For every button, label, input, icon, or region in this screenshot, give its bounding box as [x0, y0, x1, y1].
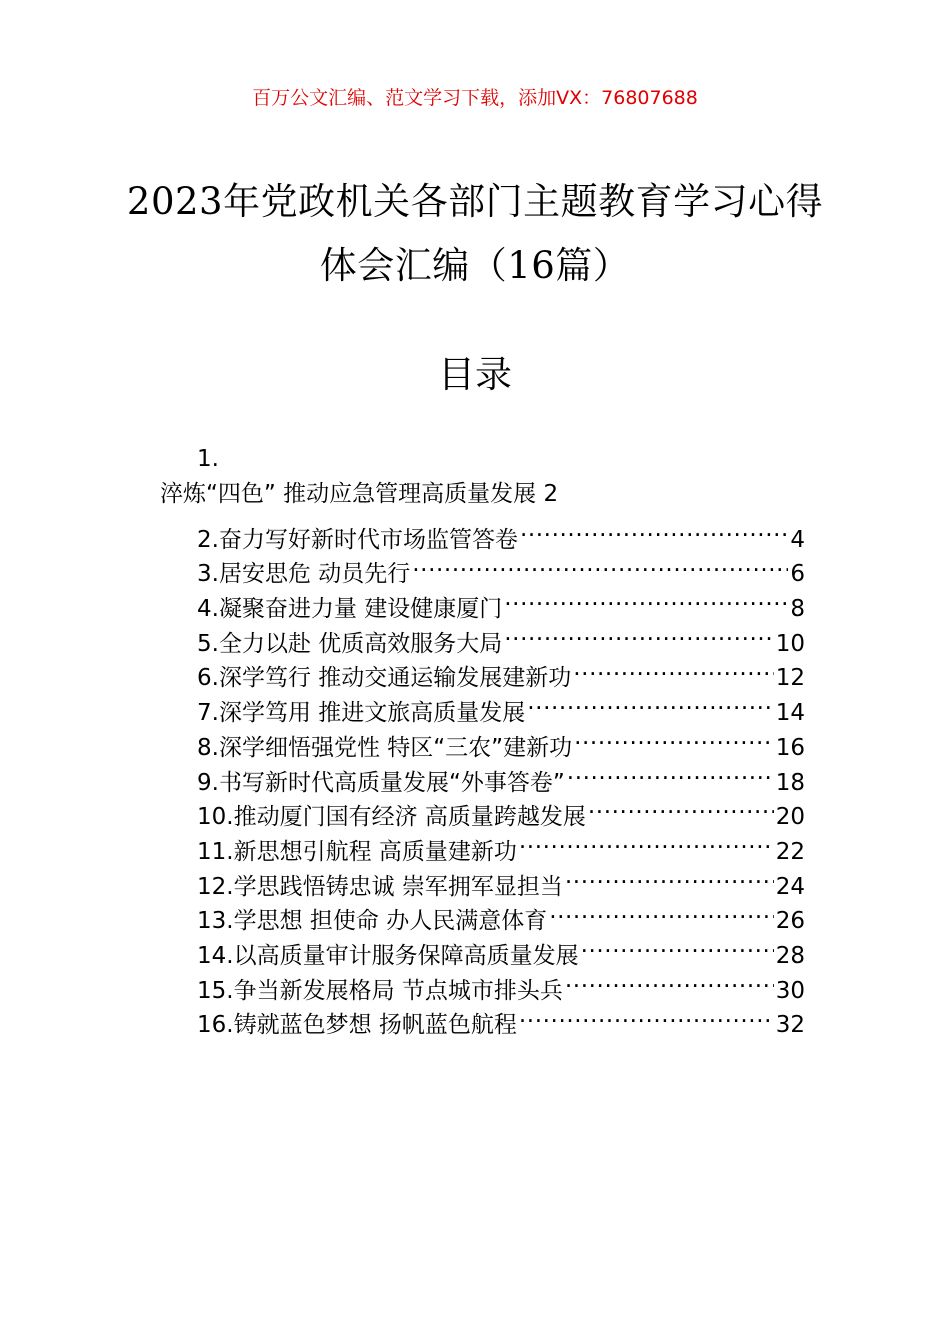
- toc-entry-page: 32: [775, 1012, 805, 1039]
- table-of-contents: [197, 512, 805, 1039]
- toc-entry-page: 26: [775, 908, 805, 935]
- toc-entry-page: 22: [775, 838, 805, 865]
- toc-entry-title: 12.学思践悟铸忠诚 崇军拥军显担当: [197, 873, 563, 900]
- toc-entry[interactable]: [197, 512, 805, 553]
- header-note: 百万公文汇编、范文学习下载，添加VX：76807688: [252, 87, 698, 109]
- toc-entry-title: 7.深学笃用 推进文旅高质量发展: [197, 700, 526, 727]
- toc-entry-title: 6.深学笃行 推动交通运输发展建新功: [197, 665, 572, 692]
- toc-entry-page: 24: [775, 873, 805, 900]
- toc-dot-leader: [520, 512, 788, 547]
- toc-entry-page: 6: [790, 561, 805, 588]
- toc-dot-leader: [565, 963, 774, 998]
- toc-entry-title: 11.新思想引航程 高质量建新功: [197, 838, 517, 865]
- toc-entry-title: 16.铸就蓝色梦想 扬帆蓝色航程: [197, 1012, 517, 1039]
- toc-entry-page: 10: [775, 630, 805, 657]
- toc-entry-page: 4: [790, 526, 805, 553]
- toc-dot-leader: [527, 685, 773, 720]
- toc-entry-title: 13.学思想 担使命 办人民满意体育: [197, 908, 548, 935]
- toc-entry-title: 2.奋力写好新时代市场监管答卷: [197, 526, 518, 553]
- toc-dot-leader: [588, 790, 774, 825]
- toc-dot-leader: [519, 998, 774, 1033]
- toc-entry-page: 28: [775, 942, 805, 969]
- toc-entry-title: 5.全力以赴 优质高效服务大局: [197, 630, 503, 657]
- toc-dot-leader: [504, 616, 773, 651]
- toc-entry-title: 8.深学细悟强党性 特区“三农”建新功: [197, 734, 573, 761]
- toc-entry-title: 10.推动厦门国有经济 高质量跨越发展: [197, 804, 586, 831]
- toc-dot-leader: [549, 894, 774, 929]
- toc-dot-leader: [412, 547, 788, 582]
- toc-entry-page: 18: [775, 769, 805, 796]
- toc-entry-page: 30: [775, 977, 805, 1004]
- toc-entry-title: 9.书写新时代高质量发展“外事答卷”: [197, 769, 565, 796]
- document-title-line-2: 体会汇编（16篇）: [319, 244, 631, 287]
- document-title: [0, 170, 950, 298]
- document-title-line-1: 2023年党政机关各部门主题教育学习心得: [126, 180, 824, 223]
- toc-entry-page: 14: [775, 700, 805, 727]
- toc-entry-title: 4.凝聚奋进力量 建设健康厦门: [197, 596, 503, 623]
- toc-entry-page: 16: [775, 734, 805, 761]
- toc-entry-1[interactable]: [160, 442, 860, 512]
- toc-entry-page: 20: [775, 804, 805, 831]
- toc-entry-title: 14.以高质量审计服务保障高质量发展: [197, 942, 579, 969]
- toc-dot-leader: [504, 581, 788, 616]
- toc-entry-page: 12: [775, 665, 805, 692]
- toc-dot-leader: [565, 859, 774, 894]
- toc-dot-leader: [573, 651, 773, 686]
- toc-dot-leader: [519, 824, 774, 859]
- toc-dot-leader: [581, 928, 774, 963]
- toc-entry-page: 8: [790, 596, 805, 623]
- toc-entry-title: 15.争当新发展格局 节点城市排头兵: [197, 977, 563, 1004]
- toc-entry-1-text: 淬炼“四色” 推动应急管理高质量发展 2: [160, 481, 559, 507]
- toc-dot-leader: [567, 755, 774, 790]
- toc-entry-1-number: 1.: [197, 446, 219, 472]
- toc-dot-leader: [574, 720, 774, 755]
- toc-heading: 目录: [438, 353, 512, 396]
- toc-entry-title: 3.居安思危 动员先行: [197, 561, 411, 588]
